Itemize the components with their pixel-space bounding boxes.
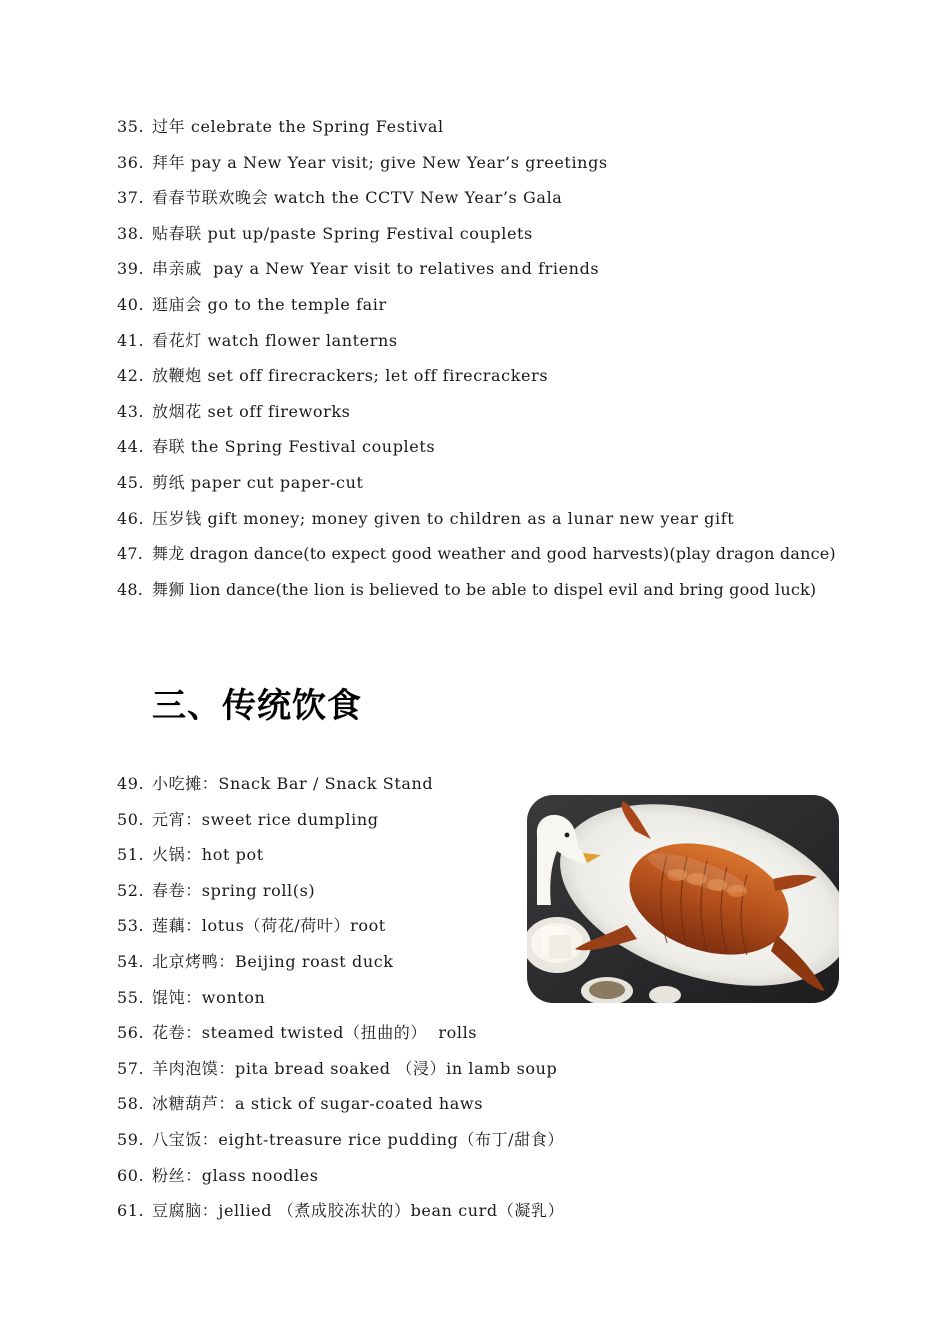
item-text: 舞龙 dragon dance(to expect good weather and good harvests)(play dragon dance) bbox=[152, 544, 836, 564]
item-text: 火锅：hot pot bbox=[152, 845, 264, 865]
list-item bbox=[117, 541, 836, 577]
item-number: 47. bbox=[117, 544, 144, 564]
list-item bbox=[117, 1091, 564, 1127]
item-text: 放烟花 set off fireworks bbox=[152, 401, 351, 421]
item-number: 37. bbox=[117, 188, 145, 208]
list-item bbox=[117, 1127, 564, 1163]
item-text: 小吃摊：Snack Bar / Snack Stand bbox=[152, 774, 434, 793]
item-number: 35. bbox=[117, 117, 145, 136]
list-item bbox=[117, 328, 836, 364]
list-item bbox=[117, 399, 836, 435]
item-text: 贴春联 put up/paste Spring Festival couplets bbox=[152, 223, 533, 243]
item-number: 54. bbox=[117, 951, 145, 971]
item-text: 逛庙会 go to the temple fair bbox=[152, 294, 387, 314]
traditional-food-list bbox=[117, 771, 564, 1234]
roast-duck-illustration bbox=[527, 795, 839, 1003]
item-number: 59. bbox=[117, 1129, 145, 1149]
item-text: 串亲戚 pay a New Year visit to relatives and friends bbox=[152, 259, 600, 279]
item-number: 44. bbox=[117, 437, 145, 457]
item-text: 拜年 pay a New Year visit; give New Year’s greetings bbox=[152, 152, 608, 172]
item-number: 43. bbox=[117, 401, 145, 421]
list-item bbox=[117, 292, 836, 328]
item-text: 莲藕：lotus（荷花/荷叶）root bbox=[152, 916, 386, 936]
list-item bbox=[117, 434, 836, 470]
list-item bbox=[117, 185, 836, 221]
list-item bbox=[117, 1198, 564, 1234]
list-item bbox=[117, 221, 836, 257]
list-item bbox=[117, 150, 836, 186]
item-text: 北京烤鸭：Beijing roast duck bbox=[152, 951, 394, 971]
item-number: 58. bbox=[117, 1094, 145, 1114]
item-text: 舞狮 lion dance(the lion is believed to be able to dispel evil and bring good luck) bbox=[152, 579, 817, 599]
list-item bbox=[117, 577, 836, 613]
item-text: 看春节联欢晚会 watch the CCTV New Year’s Gala bbox=[152, 188, 563, 208]
list-item bbox=[117, 256, 836, 292]
list-item bbox=[117, 913, 564, 949]
item-text: 剪纸 paper cut paper-cut bbox=[152, 472, 364, 492]
list-item bbox=[117, 1163, 564, 1199]
item-text: 过年 celebrate the Spring Festival bbox=[152, 117, 444, 136]
list-item bbox=[117, 842, 564, 878]
item-number: 60. bbox=[117, 1165, 145, 1185]
item-text: 春卷：spring roll(s) bbox=[152, 880, 316, 900]
list-item bbox=[117, 771, 564, 807]
list-item bbox=[117, 506, 836, 542]
item-text: 羊肉泡馍：pita bread soaked （浸）in lamb soup bbox=[152, 1058, 558, 1078]
item-number: 36. bbox=[117, 152, 145, 172]
item-text: 元宵：sweet rice dumpling bbox=[152, 809, 379, 829]
list-item bbox=[117, 949, 564, 985]
item-text: 压岁钱 gift money; money given to children as a lunar new year gift bbox=[152, 508, 735, 528]
item-text: 豆腐脑：jellied （煮成胶冻状的）bean curd（凝乳） bbox=[152, 1201, 565, 1221]
item-number: 46. bbox=[117, 508, 145, 528]
list-item bbox=[117, 114, 836, 150]
item-text: 冰糖葫芦：a stick of sugar-coated haws bbox=[152, 1094, 484, 1114]
item-number: 48. bbox=[117, 579, 144, 599]
item-number: 38. bbox=[117, 223, 145, 243]
item-number: 57. bbox=[117, 1058, 145, 1078]
item-number: 41. bbox=[117, 330, 145, 350]
item-text: 看花灯 watch flower lanterns bbox=[152, 330, 398, 350]
item-number: 49. bbox=[117, 774, 145, 793]
item-text: 粉丝：glass noodles bbox=[152, 1165, 319, 1185]
item-text: 春联 the Spring Festival couplets bbox=[152, 437, 436, 457]
item-number: 53. bbox=[117, 916, 145, 936]
item-number: 45. bbox=[117, 472, 145, 492]
list-item bbox=[117, 1056, 564, 1092]
item-number: 51. bbox=[117, 845, 145, 865]
item-text: 放鞭炮 set off firecrackers; let off firecrackers bbox=[152, 366, 549, 386]
list-item bbox=[117, 1020, 564, 1056]
item-number: 40. bbox=[117, 294, 145, 314]
item-number: 39. bbox=[117, 259, 145, 279]
item-number: 50. bbox=[117, 809, 145, 829]
section-title: 三、传统饮食 bbox=[152, 686, 362, 726]
item-number: 52. bbox=[117, 880, 145, 900]
list-item bbox=[117, 985, 564, 1021]
list-item bbox=[117, 470, 836, 506]
list-item bbox=[117, 363, 836, 399]
item-number: 56. bbox=[117, 1023, 145, 1043]
item-text: 馄饨：wonton bbox=[152, 987, 266, 1007]
item-number: 55. bbox=[117, 987, 145, 1007]
item-text: 花卷：steamed twisted（扭曲的） rolls bbox=[152, 1023, 478, 1043]
list-item bbox=[117, 878, 564, 914]
item-number: 61. bbox=[117, 1201, 145, 1221]
item-text: 八宝饭：eight-treasure rice pudding（布丁/甜食） bbox=[152, 1129, 564, 1149]
list-item bbox=[117, 807, 564, 843]
festival-activity-list bbox=[117, 114, 836, 612]
roast-duck-photo bbox=[527, 795, 839, 1003]
item-number: 42. bbox=[117, 366, 145, 386]
